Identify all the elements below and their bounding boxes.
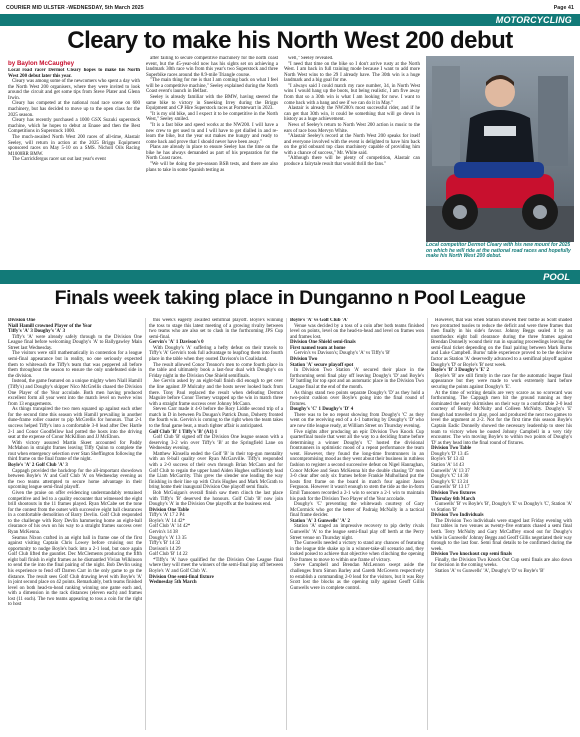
paragraph: Joe Gervin asked by an eight-ball finish did enough to get over the line against JP Mulcahy and the hosts never looked back from there. Tony Paul replaced the result when defeating Dermot Maguire before Conor Tierney wrapped up the win in match three with a straight frame success over Johnny McCann. — [149, 379, 283, 407]
paragraph: Cleary has competed at the national road race scene on 600 machinery, but has decided to move up to the open class for the 2025 season. — [8, 101, 140, 118]
subheading: Gervin's 'A' 1 Davison's 0 — [149, 340, 204, 346]
story2-column-3 — [290, 318, 424, 732]
paragraph: Alastair is already the NW200's most successful rider, and if he can get that 30th win, it could be something that will go down in history as a huge achievement. — [284, 106, 420, 123]
subheading: Division Two Table — [431, 446, 472, 452]
paragraph: "I need that time on the bike so I don't arrive rusty at the North West. I am back in full training mode because I want to add more North West wins to the 29 I already have. The 30th win is a huge landmark and a big goal for me. — [284, 61, 420, 84]
paragraph: With Doughy's 'A' suffering a hefty defeat on their travels to Tiffy's 'A' Gervin's took full advantage to leapfrog them into fourth place in the table when they ousted Davison's in Coalisland. — [149, 345, 283, 363]
paragraph: The result allowed Conor Treanor's men to come fourth place in the table and ultimately book a last-four dual with Doughy's on Friday night in the Division One Shield semifinals. — [149, 362, 283, 379]
pool-banner — [0, 271, 580, 284]
paragraph: There was to be no repeat showing from Doughy's 'C' as they went on the receiving end of a 4-1 battering by Doughy's 'D' who are now title league ready, at William Street on Thursday evening. — [290, 412, 424, 429]
paragraph: Steve Campbell and Brendan McLennon swept aside the challenges from Simon Barley and Gareth McGovern respectively to establish a commanding 2-0 lead for the visitors, but it was Roy Scott lost the blocks as the opening rally against Geoff Gillis Gunwells were in complete control. — [290, 563, 424, 591]
paragraph: Plans are already in place to ensure Seeley has the time on the bike he has always demanded as part of his preparation for the North Coast races. — [146, 145, 278, 162]
table-row: Doughy's 'D' 13 45 — [431, 451, 469, 457]
paragraph: "It is my old bike, and I expect it to be competitive in the North West," Seeley smiled. — [146, 111, 278, 123]
paragraph: Cleary has recently purchased a 1000 GSX Suzuki superstock machine, which he hopes to debut at Enaoe and then the Best Competitions in Superstock 1000. — [8, 118, 140, 135]
paragraph: Golf Club 'B' signed off the Division One league season with a deserving 3-2 win over Tiffy's 'B' at the Springfield Lane on Wednesday evening. — [149, 435, 283, 452]
subheading: Golf Club 'B' 1 Tiffy's 'B' (A1) 1 — [149, 429, 218, 435]
paragraph: Local road racer Dermot Cleary hopes to make his North West 200 debut later this year. — [8, 68, 140, 79]
paragraph: Gunwells' 'B' vs Boyle's 'B', Doughy's 'E' vs Doughy's 'C', Station 'A' vs Station 'B' — [431, 502, 572, 513]
table-row: Davison's 14 29 — [149, 546, 181, 552]
paragraph: Station 'A' vs Gunwells' 'A', Doughy's 'D' vs Boyle's 'B' — [435, 569, 545, 575]
table-row: Doughy's 'E' 13 24 — [431, 479, 469, 485]
paragraph: Bob McGuigan's overall finish saw them clinch the last place with Tiffy's 'B' deserved the honours. Golf Club 'B' now join Doughy's 'A' in the Division One playoffs at the business end. — [149, 490, 283, 508]
table-row: Doughy's 'C' 14 30 — [431, 474, 469, 480]
column-rule — [286, 318, 287, 730]
story1-column-3 — [284, 56, 420, 268]
subheading: Boyle's 'A' 2 Golf Club 'A' 3 — [8, 463, 68, 469]
paragraph: Venue was decided by a toss of a coin after both teams finished level on points, level on the head-to-head and level on frames won and frames lost. — [290, 323, 424, 340]
subheading: Division Two knockout cup semi finals — [431, 552, 512, 558]
story1-column-1 — [8, 68, 140, 268]
masthead — [6, 3, 574, 13]
paragraph: "Alastair Seeley's record at the North West 200 speaks for itself and everyone involved with the event is delighted to have him back on the grid onboard top class machinery capable of providing him with a chance of success," Mr. White said. — [284, 134, 420, 156]
table-row: Gervin's 14 38 — [149, 529, 178, 535]
subheading: Division One — [8, 318, 36, 323]
paragraph: Steven Carr made it 4-0 before the Rory Liddle second trip of a match in D in between Pa Dougan's Patrick Dunn, Doherty fronted the fourth win. Gervin's is coming to the right when the team takes to the final game beat, a much tighter affair is anticipated. — [149, 407, 283, 429]
paragraph: "Although there will be plenty of competition, Alastair can produce a fairytale result that would thrill the fans." — [284, 156, 420, 167]
table-row: Boyle's 'A' 14 42* — [149, 518, 185, 524]
page-number: Page 41 — [553, 5, 574, 11]
paragraph: As things transpired the two men squared up against each other for the second time this season with Hamill prevailing in another dune-frame roller coaster to pip McGrellis for honours. That 2-1 success helped Tiffy's into a comfortable 3-0 lead after Dec Hartle 2-1 and Conor Goodfellow had potted the hosts into the driving seat at the expense of Conor McKillion and JJ McElnon. — [8, 407, 142, 441]
rider-photo — [426, 56, 574, 242]
paragraph: The Gunwells needed a victory to stand any chances of featuring in the league title shake up in a winner-take-all scenario and, they looked poised to achieve that objective when clinching the opening five frames to move to within one frame of victory. — [290, 541, 424, 563]
story2-column-2 — [149, 318, 283, 732]
subheading: Division Two fixtures — [431, 490, 476, 496]
table-row: Doughy's 'A' 13 35 — [149, 535, 187, 541]
paragraph: "We will be doing the pre-season BSB tests, and there are also plans to take in some Spanish testing as — [146, 161, 278, 173]
paragraph: With victory assured Martin Skeet accounted for Paddy McMahon in straight frames leaving Tiffy Quinn to complete the rout when emergency selection over Stan Sheffington following the third frame on the final frame of the night. — [8, 440, 142, 463]
story2-column-4 — [431, 318, 572, 732]
paragraph: after failing to secure competitive machinery for the north coast event, but the 45-year-old now has his sights set on achieving a landmark 30th race win from this year's two Superstock and three Superbike races around the 8.9-mile Triangle course. — [146, 56, 278, 78]
story1-column-2 — [146, 56, 278, 268]
paragraph: Station 'A' staged an impressive recovery to pip derby rivals Gunwells' 'A' to the league semi-final play off berth at the Perry Street venue on Thursday night. — [290, 524, 424, 541]
paragraph: Five nights after producing an epic Division Two Knock Cup quarterfinal tussle that went all the way to a deciding frame before determining a winner Doughy's 'C' hosted the divisional frontrunners in optimistic mood of a repeat performance the team went. However, they found the long-time frontrunners in an uncompromising mood as they went about their business in ruthless fashion to register a second successive defeat on Nigel Hanraghan, Conor McKee and Sean McKenna hit the double chasing 'D' men 3-0 clear after only six frames before Frankie Mulholland put the hosts first frame on the board in match four against Jason Ferguson. However it wasn't enough to stem the tide as the in-form Emil Tansonen recorded a 2-1 win to secure a 2-1 win to maintain his push for the Division Two Player of the Year accolade. — [290, 429, 424, 502]
paragraph: Gervin's vs Davison's; Doughy's 'A' vs Tiffy's 'B' — [294, 351, 391, 357]
paragraph: well," Seeley revealed. — [288, 56, 334, 61]
table-row: Tiffy's 'B' 14 32 — [149, 541, 181, 547]
table-row: Golf Club 'B' 14 22 — [149, 552, 188, 558]
paragraph: Finally, the Division Two Knock Out Cup semi finals are also down for decision in the coming weeks. — [431, 557, 572, 569]
subheading: Thursday 6th March — [431, 496, 476, 502]
paragraph: Boyle's 'B' are still firmly in the race for the automatic league final appearance but they were made to work extremely hard before securing the points against Doughy's 'E'. — [431, 373, 572, 390]
paragraph: News of Seeley's return to North West 200 action is music to the ears of race boss Mervyn White. — [284, 122, 420, 134]
paragraph: The much-awaited North West 200 races of all-time, Alastair Seeley, will return in action at the 2025 Briggs Equipment sponsored races on May 5-10 on a SMS. Nicholl Oils Racing M1000RR BMW. — [8, 134, 140, 157]
paragraph: Seamus Nixon crafted in an eight ball in frame one of the first against visiting Captain Chris Lowey before cruising out the opportunity to nudge Boyle's back into a 2-1 lead, but once again Golf Club lifted the gauntlet. Dec McClements producing the fifth eight ball finish in eight frames as he dismantled Vivian Wilkinson to send the tie into the final pairing of the night. Bob Devlin using his experience to fend off Darren Carr in the only game to go the distance. The result sees Golf Club drawing level with Boyle's 'A' in joint second place on 42 points. Remarkably, both teams finished level on both head-to-head ranking winning one game each and, with a dimension in the rack distances (eleven each) and frames lost (11 each). The two teams appearing to toss a coin for the right to host — [8, 535, 142, 608]
story2-column-1 — [8, 318, 142, 732]
table-row: Gunwells' 'B' 13 17 — [431, 485, 470, 491]
paragraph: Seeley is already familiar with the BMW, having steered the same bike to victory in Sneeking Irrey during the Briggs Equipment and CP Hire Superstock races at Portstewart in 2023. — [146, 95, 278, 112]
paragraph: As things stand two points separate Doughy's 'D' as they hold a two-point cushion over Boyle's going into the final round of fixtures. — [290, 390, 424, 407]
paragraph: Matthew Kinsella ended the Golf 'B' in their top-gun mentality with an 8-ball quality over Ryan McGarville. Tiffy's responded with a 2-0 success of their own through Brian McCann and for Golf Club to regain the upper hand Aiden Hughes sufficiently lead the Liam McGarrity. This grew the slender one leading the way finishing in their line up with Chris Hughes and Mark McGrath to bring home their inaugural Division One playoff semi finals. — [149, 451, 283, 491]
paragraph: The visitors were still mathematically in contention for a league semi-final appearance but in reality, no one seriously expected them to whitewash the Tiffy's team that was peppered all before them throughout the season to ensure the only undefeated side in the division. — [8, 351, 142, 379]
paragraph: Given the praise on offer evidencing understandably remained competitive and led to a quality encounter that witnessed the eight brill shootouts in the 11 frames played. Ryan McCabe set the tone for the contest from the outset with successive eight ball clearances in a comfortable demolition of Barry Devlin. Golf Club responded to the challenge with Rory Devlin hammering home an eight-ball clearance of his own on his way to a straight frames success over Ryan McKenna. — [8, 490, 142, 535]
story1-headline: Cleary to make his North West 200 debut — [67, 27, 513, 54]
paragraph: *Tiffy's 'A' have qualified for the Division One League final where they will meet the winners of the semi-final play off between Boyle's 'A' and Golf Club 'A'. — [149, 557, 283, 575]
paragraph: Cappagh provided the backdrop for the all-important showdown between Boyle's 'A' and Golf Club 'A' on Wednesday evening as the two teams attempted to secure home advantage in their upcoming league semi-final playoff. — [8, 468, 142, 491]
paragraph: Doughy's 'C' preventing the whitewash courtesy of Gary McCormick who got the better of Padraig McNally in a tactical final frame decider. — [290, 502, 424, 519]
subheading: Doughy's 'C' 1 Doughy's 'D' 4 — [290, 407, 354, 413]
section-label: MOTORCYCLING — [495, 15, 572, 25]
masthead-date: COURIER MID ULSTER -WEDNESDAY, 5th March 2025 — [6, 5, 144, 11]
column-rule — [427, 318, 428, 730]
paragraph: The Division Two individuals were staged last Friday evening with four tables in two venues as twenty-five entrants chased a semi final berth. Terry McNulty and Gary McCaffrey stood out for Doughy's while in Gunwells' Johnny Beggs and Geoff Gillis negotiated their way through to the last four. Semi final details to be confirmed during the week. — [431, 518, 572, 552]
table-row: Boyle's 'B' 13 43 — [431, 457, 465, 463]
section-banner — [0, 14, 580, 26]
paragraph: "The main thing for me is that I am coming back on what I feel will be a competitive machine," Seeley explained during the North Coast event's launch in Belfast. — [146, 78, 278, 95]
paragraph: this week's eagerly awaited semifinal playoff. Boyle's winning the toss to stage this latest meeting of a growing rivalry between two teams who are also set to clash in the forthcoming JPS Cup semi-final. — [149, 318, 283, 340]
paragraph: At the time of writing details are very scarce as no scorecard was forthcoming. The Cappagh men hit the ground running as they dominated the early skirmishes on their way to a comfortable 2-0 lead courtesy of Benny McNulty and Colleen McNulty. Doughy's 'E' though had travelled to play, pool and produced the next two games to level the argument at 2-2. Not for the first time this season Boyle's Captain Eadic Donnelly showed the necessary leadership to steer his team to victory when he ousted Johnny Campbell in a very tidy encounter. The win moving Boyle's to within two points of Doughy's 'D' as they head into the final round of fixtures. — [431, 390, 572, 446]
column-rule — [145, 318, 146, 730]
table-row: Tiffy's 'A' 17 2 P4 — [149, 513, 185, 519]
paragraph: The Carrickfergus racer sat out last year's event — [12, 157, 106, 163]
table-row: Gunwells' 'A' 13 37 — [431, 468, 470, 474]
pool-label: POOL — [543, 272, 570, 283]
paragraph: "I always said I could match my race number, 34, in North West wins I would hang up the boots, but being realistic, I am five away from that so a 30th win is what I am looking for now. I want to come back with a bang and see if we can do it in May." — [284, 83, 420, 106]
table-row: Station 'A' 14 43 — [431, 463, 464, 469]
subheading: Niall Hamill crowned Player of the Year — [8, 323, 93, 329]
subheading: Boyle's 'B' 3 Doughy's 'E' 2 — [431, 368, 490, 374]
subheading: Tiffy's 'A' 3 Doughy's 'A' 3 — [8, 329, 66, 335]
subheading: Division Two — [290, 357, 318, 363]
subheading: Division One Shield semi-finals — [290, 340, 356, 346]
photo-caption: Local competitor Dermot Cleary with his new mount for 2025 on which he will ride at the national road races and hopefully make his North West 200 debut. — [426, 242, 571, 260]
paragraph: Instead, the game featured on a unique mighty when Niall Hamill (Tiffy's) and Doughy's skipper Nico McGrellis chased the Division One Player of the Year accolade. Both men having produced excellent form all year went into the match level on twelve wins from 13 engagements. — [8, 379, 142, 407]
subheading: Division One semi-final fixture — [149, 574, 214, 580]
paragraph: "It is a fast bike and speed works at the NW200. I will have a new crew to get used to and I will have to get dialled in and re-learn the bike, but the year out makes me hungry and ready to come back and prove that I should never have been away." — [146, 122, 278, 145]
table-row: Golf Club 'A' 14 42* — [149, 524, 191, 530]
subheading: Division One Table — [149, 507, 190, 513]
subheading: First named team at home — [290, 345, 346, 351]
subheading: Station 'A' 3 Gunwells' 'A' 2 — [290, 518, 350, 524]
paragraph: In Division Two Station 'A' secured their place in the forthcoming semi final play off leaving Doughy's 'D' and Boyle's 'B' battling for top spot and an automatic place in the Division Two League final at the end of the month. — [290, 368, 424, 390]
subheading: Boyle's 'A' vs Golf Club 'A' — [290, 318, 349, 323]
paragraph: Cleary was among some of the newcomers who spent a day with the North West 200 organisers, where they were invited to look around the circuit and get some tips from Steve Plater and Glenn Irwin. — [8, 79, 140, 101]
subheading: Wednesday 5th March — [149, 580, 197, 586]
story2-headline: Finals week taking place in Dunganno n Pool League — [54, 287, 526, 309]
subheading: Station 'A' secure playoff spot — [290, 362, 354, 368]
subheading: Division Two Individuals — [431, 513, 484, 519]
story1-byline: by Baylon McCaughey — [8, 60, 75, 67]
paragraph: Tiffy's 'A' were already safely through to the Division One League final before welcoming Doughy's 'A' to Ballygawley Main Street last Wednesday. — [8, 334, 142, 351]
paragraph: However, that was when Station showed their bottle as Scott shaded two protracted tussles to reduce the deficit and were three frames that then finally in his side's favour. Johnny Beggs sealed it by an unorthodox eight ball clearance during the three frames against Brendan Donnelly wound their run in squaring proceedings leaving the semi-final ticket depending on the final pairing between Mark Burns and Luke Campbell. Burns' table experience proved to be the decisive factor as Station 'A' deservedly advanced to a semifinal playoff against Doughy's 'D' or Boyle's 'B' next week. — [431, 318, 572, 368]
